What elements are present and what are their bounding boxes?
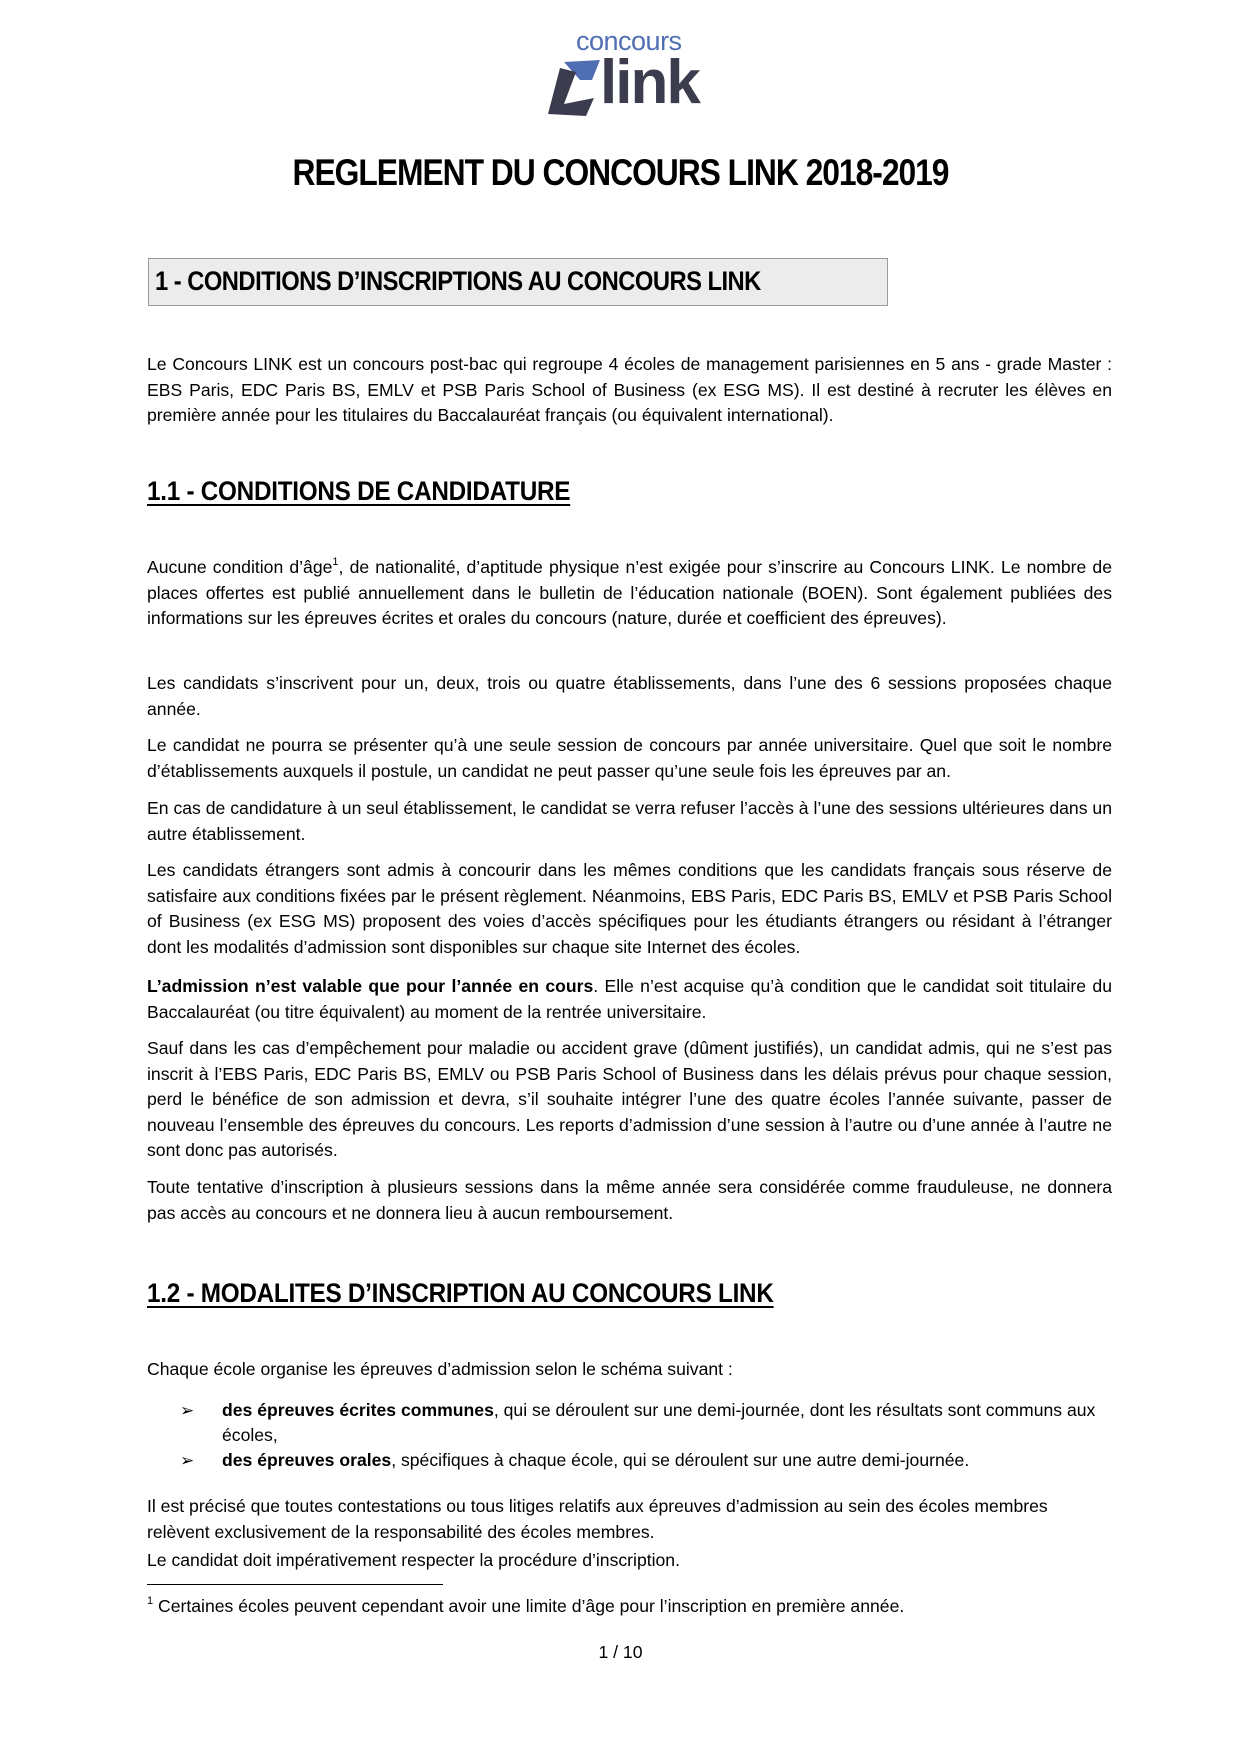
arrow-bullet-icon: ➢ [180, 1451, 195, 1470]
section-1-1-paragraph-8: Toute tentative d’inscription à plusieurs sessions dans la même année sera considérée comme frauduleuse, ne donnera pas accès au concours et ne donnera lieu à aucun remboursement. [147, 1177, 1112, 1223]
section-1-heading-box [148, 258, 888, 306]
section-1-1-paragraph-6: L’admission n’est valable que pour l’année en cours. Elle n’est acquise qu’à condition que le candidat soit titulaire du Baccalauréat (ou titre équivalent) au moment de la rentrée universitaire. [147, 976, 1112, 1022]
logo-mark-icon [546, 58, 602, 118]
section-1-1-paragraph-4: En cas de candidature à un seul établissement, le candidat se verra refuser l’accès à l’une des sessions ultérieures dans un autre établissement. [147, 798, 1112, 844]
section-1-1-paragraph-5: Les candidats étrangers sont admis à concourir dans les mêmes conditions que les candidats français sous réserve de satisfaire aux conditions fixées par le présent règlement. Néanmoins, EBS Paris, EDC Paris BS, EMLV et PSB Paris School of Business (ex ESG MS) proposent des voies d’accès spécifiques pour les étudiants étrangers ou résidant à l’étranger dont les modalités d’admission sont disponibles sur chaque site Internet des écoles. [147, 860, 1112, 957]
concours-link-logo [540, 26, 740, 116]
section-1-1-paragraph-1: Aucune condition d’âge$^1$, de nationalité, d’aptitude physique n’est exigée pour s’inscrire au Concours LINK. Le nombre de places offertes est publié annuellement dans le bulletin de l’éducation nationale (BOEN). Sont également publiées des informations sur les épreuves écrites et orales du concours (nature, durée et coefficient des épreuves). [147, 556, 1112, 628]
document-page: concours link REGLEMENT DU CONCOURS LINK 2018-2019 1 - CONDITIONS D’INSCRIPTIONS AU CONCOURS LINK Le Concours LINK est un concours post-bac qui regroupe 4 écoles de management parisiennes en 5 ans - grade Master : EBS Paris, EDC Paris BS, EMLV et PSB Paris School of Business (ex ESG MS). Il est destiné à recruter les élèves en première année pour les titulaires du Baccalauréat français (ou équivalent international). 1.1 - CONDITIONS DE CANDIDATURE Aucune condition d’âge$^1$, de nationalité, d’aptitude physique n’est exigée pour s’inscrire au Concours LINK. Le nombre de places offertes est publié annuellement dans le bulletin de l’éducation nationale (BOEN). Sont également publiées des informations sur les épreuves écrites et orales du concours (nature, durée et coefficient des épreuves). Les candidats s’inscrivent pour un, deux, trois ou quatre établissements, dans l’une des 6 sessions proposées chaque année. Le candidat ne pourra se présenter qu’à une seule session de concours par année universitaire. Quel que soit le nombre d’établissements auxquels il postule, un candidat ne peut passer qu’une seule fois les épreuves par an. En cas de candidature à un seul établissement, le candidat se verra refuser l’accès à l’une des sessions ultérieures dans un autre établissement. Les candidats étrangers sont admis à concourir dans les mêmes conditions que les candidats français sous réserve de satisfaire aux conditions fixées par le présent règlement. Néanmoins, EBS Paris, EDC Paris BS, EMLV et PSB Paris School of Business (ex ESG MS) proposent des voies d’accès spécifiques pour les étudiants étrangers ou résidant à l’étranger dont les modalités d’admission sont disponibles sur chaque site Internet des écoles. L’admission n’est valable que pour l’année en cours. Elle n’est acquise qu’à condition que le candidat soit titulaire du Baccalauréat (ou titre équivalent) au moment de la rentrée universitaire. Sauf dans les cas d’empêchement pour maladie ou accident grave (dûment justifiés), un candidat admis, qui ne s’est pas inscrit à l’EBS Paris, EDC Paris BS, EMLV ou PSB Paris School of Business dans les délais prévus pour chaque session, perd le bénéfice de son admission et devra, s’il souhaite intégrer l’une des quatre écoles l’année suivante, passer de nouveau l’ensemble des épreuves du concours. Les reports d’admission d’une session à l’autre ou d’une année à l’autre ne sont donc pas autorisés. Toute tentative d’inscription à plusieurs sessions dans la même année sera considérée comme frauduleuse, ne donnera pas accès au concours et ne donnera lieu à aucun remboursement. 1.2 - MODALITES D’INSCRIPTION AU CONCOURS LINK Chaque école organise les épreuves d’admission selon le schéma suivant : ➢ des épreuves écrites communes, qui se déroulent sur une demi-journée, dont les résultats sont communs aux écoles, ➢ des épreuves orales, spécifiques à chaque école, qui se déroulent sur une autre demi-journée. Il est précisé que toutes contestations ou tous litiges relatifs aux épreuves d’admission au sein des écoles membres relèvent exclusivement de la responsabilité des écoles membres. Le candidat doit impérativement respecter la procédure d’inscription. $^1$ Certaines écoles peuvent cependant avoir une limite d’âge pour l’inscription en première année. 1 / 10 [0, 0, 1241, 1754]
page-number: 1 / 10 [598, 1642, 643, 1662]
footnote-reference: 1 [332, 556, 339, 568]
section-1-1-paragraph-7: Sauf dans les cas d’empêchement pour maladie ou accident grave (dûment justifiés), un candidat admis, qui ne s’est pas inscrit à l’EBS Paris, EDC Paris BS, EMLV ou PSB Paris School of Business dans les délais prévus pour chaque session, perd le bénéfice de son admission et devra, s’il souhaite intégrer l’une des quatre écoles l’année suivante, passer de nouveau l’ensemble des épreuves du concours. Les reports d’admission d’une session à l’autre ou d’une année à l’autre ne sont donc pas autorisés. [147, 1038, 1112, 1160]
section-1-2-paragraph-2: Le candidat doit impérativement respecter la procédure d’inscription. [147, 1550, 680, 1570]
section-1-2-heading: 1.2 - MODALITES D’INSCRIPTION AU CONCOURS LINK [147, 1278, 774, 1308]
footnote: $^1$ Certaines écoles peuvent cependant avoir une limite d’âge pour l’inscription en première année. [147, 1595, 905, 1616]
section-1-intro: Le Concours LINK est un concours post-bac qui regroupe 4 écoles de management parisiennes en 5 ans - grade Master : EBS Paris, EDC Paris BS, EMLV et PSB Paris School of Business (ex ESG MS). Il est destiné à recruter les élèves en première année pour les titulaires du Baccalauréat français (ou équivalent international). [147, 354, 1112, 425]
arrow-bullet-icon: ➢ [180, 1401, 195, 1420]
page-title: REGLEMENT DU CONCOURS LINK 2018-2019 [292, 152, 949, 193]
section-1-1-paragraph-3: Le candidat ne pourra se présenter qu’à une seule session de concours par année universitaire. Quel que soit le nombre d’établissements auxquels il postule, un candidat ne peut passer qu’une seule fois les épreuves par an. [147, 735, 1112, 781]
logo-top-text: concours [576, 26, 682, 56]
section-1-1-heading: 1.1 - CONDITIONS DE CANDIDATURE [147, 476, 571, 506]
section-1-1-paragraph-2: Les candidats s’inscrivent pour un, deux, trois ou quatre établissements, dans l’une des 6 sessions proposées chaque année. [147, 673, 1112, 719]
footnote-divider [147, 1584, 443, 1585]
section-1-2-paragraph-1: Il est précisé que toutes contestations ou tous litiges relatifs aux épreuves d’admission au sein des écoles membres relèvent exclusivement de la responsabilité des écoles membres. [147, 1496, 1048, 1542]
section-1-2-intro: Chaque école organise les épreuves d’admission selon le schéma suivant : [147, 1359, 733, 1379]
section-1-heading: 1 - CONDITIONS D’INSCRIPTIONS AU CONCOURS LINK [155, 266, 761, 296]
logo-main-text: link [600, 48, 699, 117]
